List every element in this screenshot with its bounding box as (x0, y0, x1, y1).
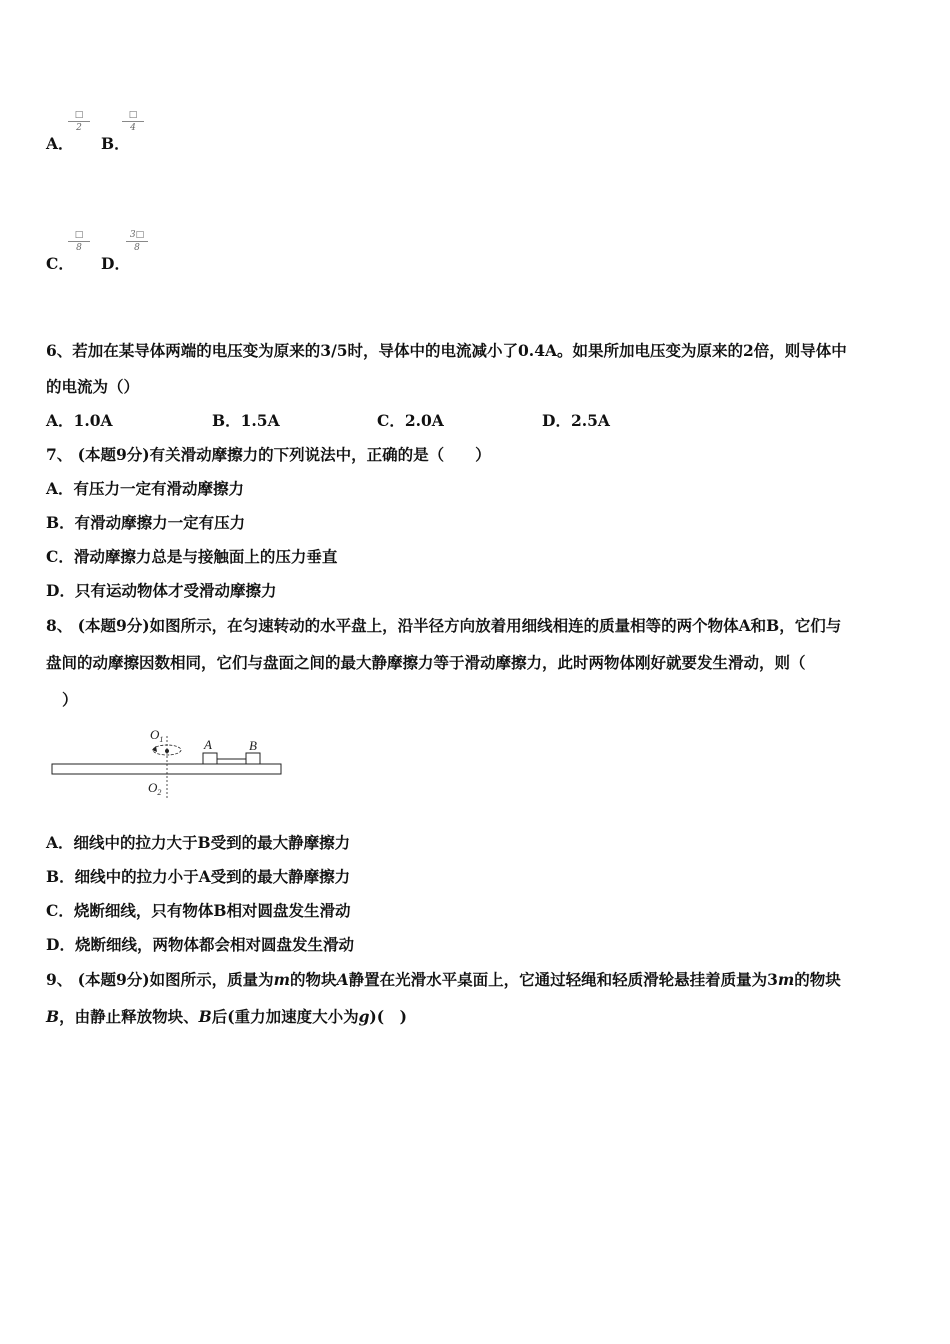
q9-var-m: m (273, 970, 291, 989)
q9-l1-a: 9、 (本题9分)如图所示，质量为 (46, 970, 274, 989)
q9-l2-c: )( ) (369, 1007, 407, 1026)
q7-option-d-text: 只有运动物体才受滑动摩擦力 (74, 581, 277, 600)
q8-option-a (46, 833, 350, 853)
q5-option-c-label: C． (46, 254, 74, 273)
q6-option-a-label: A． (46, 411, 74, 430)
q5-option-b-num: □ (122, 110, 144, 122)
q7-stem: 7、 (本题9分)有关滑动摩擦力的下列说法中，正确的是（ ） (46, 445, 491, 464)
label-b: B (249, 738, 257, 753)
q5-option-d-fraction (126, 230, 148, 253)
q5-option-c-num: □ (68, 230, 90, 242)
q9-var-b2: B (198, 1007, 212, 1026)
q8-option-c-label: C． (46, 901, 74, 920)
q6-option-b (212, 411, 280, 431)
q6-option-d-label: D． (542, 411, 571, 430)
q8-option-b-label: B． (46, 867, 75, 886)
q9-var-a: A (336, 970, 349, 989)
q7-option-c-label: C． (46, 547, 74, 566)
q5-option-c-den: 8 (76, 243, 82, 253)
q9-var-g: g (358, 1007, 370, 1026)
q8-stem-line1: 8、 (本题9分)如图所示，在匀速转动的水平盘上，沿半径方向放着用细线相连的质量相等的两个物体A和B，它们与 (46, 616, 842, 635)
q8-option-b-text: 细线中的拉力小于A受到的最大静摩擦力 (74, 867, 351, 886)
q5-option-a-label: A． (46, 134, 74, 153)
q9-l1-b: 的物块 (290, 970, 337, 989)
label-a: A (204, 737, 212, 752)
q5-option-d-den: 8 (134, 243, 140, 253)
q8-option-a-text: 细线中的拉力大于B受到的最大静摩擦力 (73, 833, 351, 852)
q7-option-d-label: D． (46, 581, 75, 600)
q6-option-d (542, 411, 610, 431)
q6-option-c (377, 411, 444, 431)
q6-stem-line2: 的电流为（） (46, 377, 140, 396)
disk-bar (52, 764, 281, 774)
label-o2: $O_2$ (148, 780, 162, 797)
q5-option-a-den: 2 (76, 123, 82, 133)
q7-option-b (46, 513, 245, 533)
q5-option-d-label: D． (101, 254, 130, 273)
q5-option-d-num: 3□ (126, 230, 148, 242)
axis-center-dot (165, 749, 169, 753)
q9-var-b: B (46, 1007, 60, 1026)
q8-option-d-label: D． (46, 935, 75, 954)
q9-var-m2: m (777, 970, 795, 989)
q6-option-a (46, 411, 113, 431)
label-o1: $O_1$ (150, 727, 164, 744)
q7-option-a (46, 479, 244, 499)
q9-stem-line2 (46, 1007, 407, 1027)
q8-option-a-label: A． (46, 833, 74, 852)
q8-option-d (46, 935, 354, 955)
q6-stem-line1: 6、若加在某导体两端的电压变为原来的3/5时，导体中的电流减小了0.4A。如果所加电压变为原来的2倍，则导体中 (46, 341, 847, 360)
q5-option-b-label: B． (101, 134, 130, 153)
q8-stem-line3: ） (62, 690, 78, 709)
q9-l1-c: 静置在光滑水平桌面上，它通过轻绳和轻质滑轮悬挂着质量为3 (348, 970, 778, 989)
q7-option-a-text: 有压力一定有滑动摩擦力 (73, 479, 245, 498)
q5-option-b-fraction (122, 110, 144, 133)
q8-stem-line2: 盘间的动摩擦因数相同，它们与盘面之间的最大静摩擦力等于滑动摩擦力，此时两物体刚好就要发生滑动，则（ (46, 653, 806, 672)
q5-option-c-fraction (68, 230, 90, 253)
q9-l2-b: 后(重力加速度大小为 (211, 1007, 359, 1026)
q8-option-c-text: 烧断细线，只有物体B相对圆盘发生滑动 (73, 901, 351, 920)
q5-option-a-num: □ (68, 110, 90, 122)
q6-option-b-text: 1.5A (240, 411, 280, 430)
q9-l2-a: ，由静止释放物块、 (59, 1007, 199, 1026)
q6-option-c-text: 2.0A (404, 411, 444, 430)
q7-option-b-label: B． (46, 513, 75, 532)
q7-option-a-label: A． (46, 479, 74, 498)
q6-option-a-text: 1.0A (73, 411, 113, 430)
q7-option-c-text: 滑动摩擦力总是与接触面上的压力垂直 (73, 547, 338, 566)
q9-l1-d: 的物块 (794, 970, 841, 989)
q7-option-d (46, 581, 276, 601)
q8-figure-disk (46, 722, 292, 802)
q6-option-d-text: 2.5A (570, 411, 610, 430)
q8-option-b (46, 867, 350, 887)
q9-stem-line1 (46, 970, 841, 990)
q7-option-c (46, 547, 337, 567)
q6-option-b-label: B． (212, 411, 241, 430)
q8-option-d-text: 烧断细线，两物体都会相对圆盘发生滑动 (74, 935, 354, 954)
q5-option-a-fraction (68, 110, 90, 133)
q5-option-b-den: 4 (130, 123, 136, 133)
q6-option-c-label: C． (377, 411, 405, 430)
q7-option-b-text: 有滑动摩擦力一定有压力 (74, 513, 246, 532)
block-a (203, 753, 217, 764)
block-b (246, 753, 260, 764)
q8-option-c (46, 901, 350, 921)
